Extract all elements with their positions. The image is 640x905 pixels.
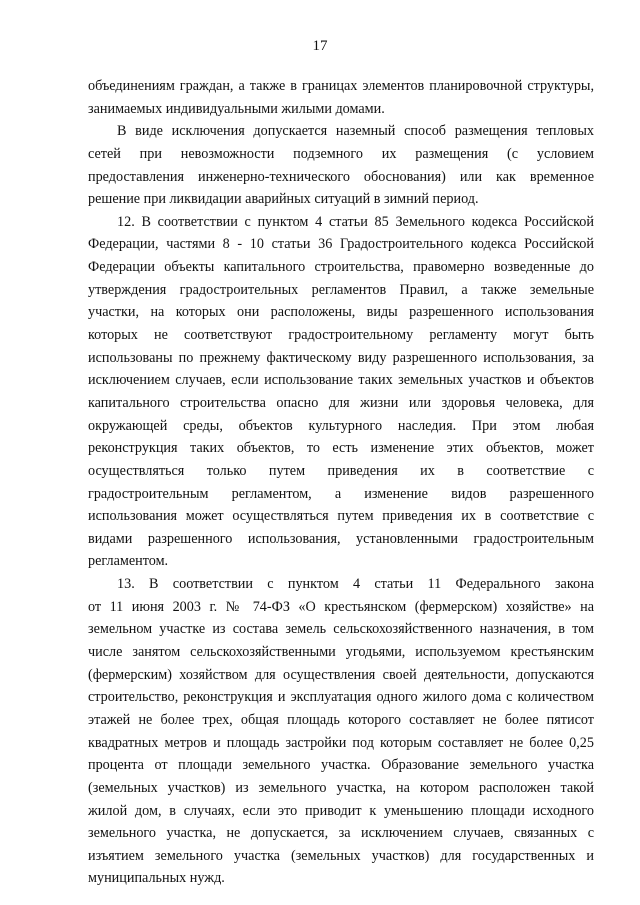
- document-body: [88, 75, 594, 890]
- text-line: земельного участка, не допускается, за исключением случаев, связанных с: [88, 825, 594, 842]
- text-line: Федерации, частями 8 - 10 статьи 36 Градостроительного кодекса Российской: [88, 236, 594, 253]
- text-line: жилой дом, в случаях, если это приводит к уменьшению площади исходного: [88, 802, 594, 819]
- paragraph: [88, 573, 594, 890]
- text-line: изъятием земельного участка (земельных участков) для государственных и: [88, 847, 594, 864]
- text-line: окружающей среды, объектов культурного наследия. При этом любая: [88, 417, 594, 434]
- text-line: решение при ликвидации аварийных ситуаций в зимний период.: [88, 191, 479, 208]
- text-line: строительство, реконструкция и эксплуатация одного жилого дома с количеством: [88, 689, 594, 706]
- text-line: объединениям граждан, а также в границах элементов планировочной структуры,: [88, 78, 594, 94]
- text-line: 12. В соответствии с пунктом 4 статьи 85 Земельного кодекса Российской: [117, 213, 594, 230]
- text-line: от 11 июня 2003 г. № 74-ФЗ «О крестьянском (фермерском) хозяйстве» на: [88, 598, 594, 615]
- text-line: утверждения градостроительных регламентов Правил, а также земельные: [88, 281, 594, 298]
- text-line: регламентом.: [88, 553, 169, 570]
- text-line: реконструкция таких объектов, то есть изменение этих объектов, может: [88, 440, 594, 457]
- text-line: (фермерским) хозяйством для осуществления своей деятельности, допускаются: [88, 666, 594, 683]
- text-line: градостроительным регламентом, а изменение видов разрешенного: [88, 485, 594, 502]
- text-line: осуществляться только путем приведения их в соответствие с: [88, 462, 594, 479]
- text-line: этажей не более трех, общая площадь которого составляет не более пятисот: [88, 711, 594, 728]
- text-line: использованы по прежнему фактическому виду разрешенного использования, за: [88, 349, 594, 366]
- text-line: В виде исключения допускается наземный способ размещения тепловых: [117, 123, 594, 140]
- text-line: процента от площади земельного участка. Образование земельного участка: [88, 757, 594, 774]
- paragraph: [88, 120, 594, 211]
- text-line: занимаемых индивидуальными жилыми домами.: [88, 100, 385, 117]
- paragraph: [88, 211, 594, 573]
- text-line: Федерации объекты капитального строительства, правомерно возведенные до: [88, 259, 594, 276]
- paragraph: [88, 75, 594, 120]
- text-line: использования может осуществляться путем приведения их в соответствие с: [88, 508, 594, 525]
- text-line: исключением случаев, если использование таких земельных участков и объектов: [88, 372, 594, 389]
- text-line: земельном участке из состава земель сельскохозяйственного назначения, в том: [88, 621, 594, 638]
- text-line: 13. В соответствии с пунктом 4 статьи 11 Федерального закона: [117, 576, 594, 593]
- text-line: участки, на которых они расположены, виды разрешенного использования: [88, 304, 594, 321]
- text-line: (земельных участков) из земельного участка, на котором расположен такой: [88, 779, 594, 796]
- text-line: квадратных метров и площадь застройки под которым составляет не более 0,25: [88, 734, 594, 751]
- text-line: сетей при невозможности подземного их размещения (с условием: [88, 145, 594, 162]
- text-line: которых не соответствуют градостроительному регламенту могут быть: [88, 327, 594, 344]
- text-line: муниципальных нужд.: [88, 870, 225, 887]
- text-line: видами разрешенного использования, установленными градостроительным: [88, 530, 594, 547]
- text-line: предоставления инженерно-технического обоснования) или как временное: [88, 168, 594, 185]
- text-line: капитального строительства опасно для жизни или здоровья человека, для: [88, 394, 594, 411]
- page-number: 17: [312, 38, 328, 54]
- text-line: числе занятом сельскохозяйственными угодьями, используемом крестьянским: [88, 644, 594, 661]
